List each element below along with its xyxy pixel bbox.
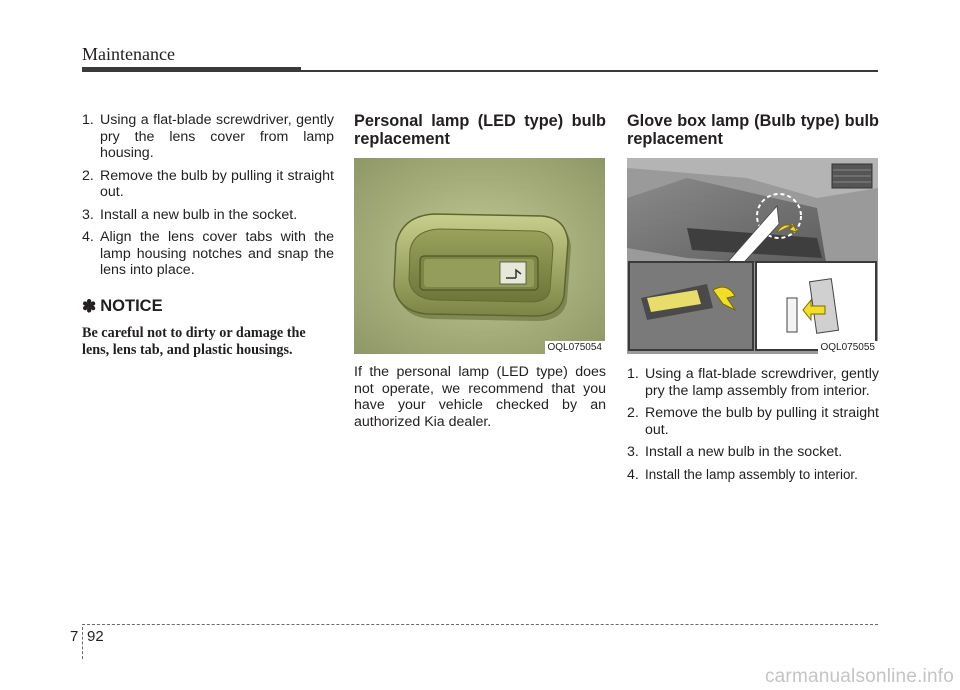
- figure-code: OQL075054: [545, 341, 606, 354]
- lens-steps-list: [82, 112, 334, 279]
- personal-lamp-illustration: [354, 158, 605, 354]
- header-rule-thick: [82, 67, 301, 72]
- list-item: [82, 229, 334, 279]
- step-number: 2.: [627, 405, 639, 421]
- watermark-text: carmanualsonline.info: [764, 666, 954, 687]
- step-number: 1.: [82, 112, 94, 128]
- step-number: 3.: [627, 444, 639, 460]
- left-column: [82, 112, 334, 359]
- notice-title: NOTICE: [100, 297, 163, 315]
- middle-column: [354, 112, 606, 430]
- step-text: Align the lens cover tabs with the lamp housing notches and snap the lens into place.: [100, 229, 334, 278]
- step-text: Remove the bulb by pulling it straight out.: [645, 405, 879, 438]
- glove-box-lamp-illustration: [627, 158, 878, 354]
- step-text: Install the lamp assembly to interior.: [645, 466, 858, 482]
- step-number: 3.: [82, 206, 94, 223]
- figure-code: OQL075055: [818, 341, 879, 354]
- step-number: 2.: [82, 167, 94, 184]
- right-column: [627, 112, 879, 489]
- list-item: [627, 444, 879, 461]
- step-text: Install a new bulb in the socket.: [100, 206, 298, 223]
- list-item: [82, 168, 334, 201]
- step-number: 4.: [627, 466, 639, 483]
- step-text: Remove the bulb by pulling it straight out.: [100, 167, 334, 200]
- notice-heading: [82, 297, 334, 317]
- step-number: 4.: [82, 229, 94, 245]
- list-item: [627, 366, 879, 399]
- list-item: [82, 112, 334, 162]
- footer-separator: [82, 627, 83, 659]
- glove-box-steps-list: [627, 366, 879, 483]
- footer-rule: [82, 624, 878, 625]
- list-item: [82, 207, 334, 224]
- page-number: 92: [87, 628, 104, 645]
- step-text: Using a flat-blade screwdriver, gently pry the lens cover from lamp housing.: [100, 112, 334, 161]
- glove-box-lamp-heading: Glove box lamp (Bulb type) bulb replacement: [627, 112, 879, 148]
- personal-lamp-heading: Personal lamp (LED type) bulb replacement: [354, 112, 606, 148]
- step-number: 1.: [627, 366, 639, 382]
- list-item: [627, 405, 879, 438]
- personal-lamp-figure: [354, 158, 605, 354]
- notice-text: Be careful not to dirty or damage the lens, lens tab, and plastic housings.: [82, 324, 306, 358]
- step-text: Using a flat-blade screwdriver, gently pry the lamp assembly from interior.: [645, 366, 879, 399]
- list-item: [627, 467, 879, 484]
- personal-lamp-paragraph: If the personal lamp (LED type) does not operate, we recommend that you have your vehicle checked by an authorized Kia dealer.: [354, 364, 606, 430]
- step-text: Install a new bulb in the socket.: [645, 444, 843, 460]
- notice-cross-icon: ✽: [82, 296, 97, 316]
- chapter-number: 7: [70, 628, 79, 645]
- header-rule-thin: [301, 70, 878, 72]
- page-header-title: Maintenance: [82, 44, 175, 64]
- glove-box-lamp-figure: [627, 158, 878, 354]
